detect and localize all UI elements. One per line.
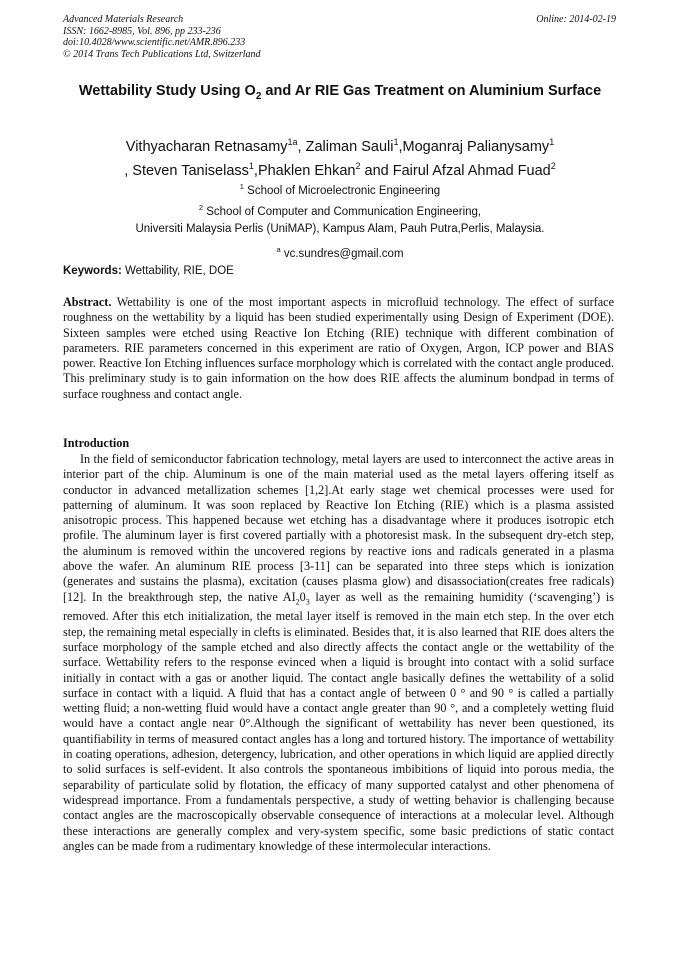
abstract-text: Wettability is one of the most important aspects in microfluid technology. The effect of surface roughness on the wettability by a liquid has been studied experimentally using Design of Experiment (DOE). Sixteen samples were etched using Reactive Ion Etching (RIE) technique with different combination of parameters. RIE parameters concerned in this experiment are ratio of Oxygen, Argon, ICP power and BIAS power. Reactive Ion Etching influences surface morphology which is correlated with the contact angle produced. This preliminary study is to gain information on the how does RIE affects the aluminum bondpad in terms of surface roughness and contact angle. [63,295,614,401]
author-3-sup: 1 [549,137,555,147]
intro-sub-1: 2 [295,597,300,607]
abstract-label: Abstract. [63,295,112,309]
email-address: vc.sundres@gmail.com [280,247,404,260]
title-part1: Wettability Study Using O [78,83,256,99]
author-1: Vithyacharan Retnasamy [125,138,288,155]
email-line [60,243,620,261]
affiliation-1-sup: 1 [239,182,244,191]
affiliation-2-text: School of Computer and Communication Engineering, [203,205,482,218]
intro-sub-2: 3 [305,597,310,607]
online-date: Online: 2014-02-19 [536,14,616,25]
title-subscript: 2 [255,90,262,102]
intro-text-2: 0 [299,589,306,604]
intro-text-1: In the field of semiconductor fabrication technology, metal layers are used to interconnect the active areas in interior part of the chip. Aluminum is one of the main material used as the metal layers offering itself as conductor in advanced metallization schemes [1,2].At early stage wet chemical processes were used for patterning of aluminum. It was soon replaced by Reactive Ion Etching (RIE) which is a plasma assisted anisotropic process. This happened because wet etching has a disadvantage where it produces isotropic etch profile. The aluminum layer is first covered partially with a photoresist mask. In the subsequent dry-etch step, the aluminum is removed within the uncovered regions by reactive ions and radicals generated in a plasma above the wafer. An aluminum RIE process [3-11] can be separated into three steps which is ionization (generates and sustains the plasma), excitation (causes plasma glow) and disassociation(creates free radicals)[12]. In the breakthrough step, the native AI [63,452,614,604]
author-5-sup: 2 [355,160,361,171]
author-2-sup: 1 [393,137,399,147]
author-5: ,Phaklen Ehkan [253,162,356,179]
author-6: and Fairul Afzal Ahmad Fuad [360,162,551,179]
journal-header [63,14,261,60]
journal-name: Advanced Materials Research [63,14,184,25]
title-part2: and Ar RIE Gas Treatment on Aluminium Surface [261,83,602,99]
introduction-paragraph [63,452,614,854]
doi-line: doi:10.4028/www.scientific.net/AMR.896.233 [63,37,246,49]
intro-text-3: layer as well as the remaining humidity (‘scavenging’) is removed. After this etch initialization, the metal layer itself is removed in the main etch step. In the over etch step, the remaining metal especially in clefts is eliminated. Besides that, it is also learned that RIE does alters the surface morphology of the sample etched and also directly affects the contact angle or the wettability of the surface. Wettability refers to the response evinced when a liquid is brought into contact with a solid surface initially in contact with a gas or another liquid. The contact angle basically defines the wettability of a solid surface in contact with a liquid. A fluid that has a contact angle of between 0 ° and 90 ° is called a partially wetting fluid; a non-wetting fluid would have a contact angle greater than 90 °, and a completely wetting fluid would have a contact angle near 0°.Although the significant of wettability has never been questioned, its quantifiability in terms of measured contact angles has a long and tortured history. The importance of wettability in coating operations, adhesion, detergency, lubrication, and other operations in which liquid are applied directly to solid surfaces is self-evident. It also controls the spontaneous imbibitions of liquid into porous media, the separability of particulate solid by flotation, the efficacy of many supported catalyst and other phenomena of widespread importance. From a fundamentals perspective, a study of wetting behavior is challenging because contact angles are the macroscopically observable consequence of interactions at a molecular level. Although these interactions are generally complex and very-system specific, some basic predictions of static contact angles can be made from a rudimentary knowledge of these intermolecular interactions. [63,589,614,853]
affiliation-2-sup: 2 [198,203,204,212]
copyright-line: © 2014 Trans Tech Publications Ltd, Switzerland [63,48,261,60]
author-1-sup: 1a [287,137,298,147]
author-4: , Steven Taniselass [124,162,249,179]
author-2: , Zaliman Sauli [297,138,394,155]
affiliation-1-text: School of Microelectronic Engineering [243,184,441,197]
affiliation-1 [60,180,620,198]
issn-line: ISSN: 1662-8985, Vol. 896, pp 233-236 [63,25,221,37]
abstract [63,295,614,402]
affiliation-3: Universiti Malaysia Perlis (UniMAP), Kampus Alam, Pauh Putra,Perlis, Malaysia. [135,223,545,235]
paper-title [60,82,620,106]
author-3: ,Moganraj Palianysamy [398,138,550,155]
keywords-text: Wettability, RIE, DOE [121,265,234,277]
keywords [63,265,234,277]
email-sup: a [276,245,281,254]
author-4-sup: 1 [248,160,254,171]
author-list [60,133,620,181]
affiliation-2 [60,201,620,219]
author-6-sup: 2 [550,160,556,171]
introduction-heading: Introduction [63,436,130,450]
keywords-label: Keywords: [63,265,122,277]
